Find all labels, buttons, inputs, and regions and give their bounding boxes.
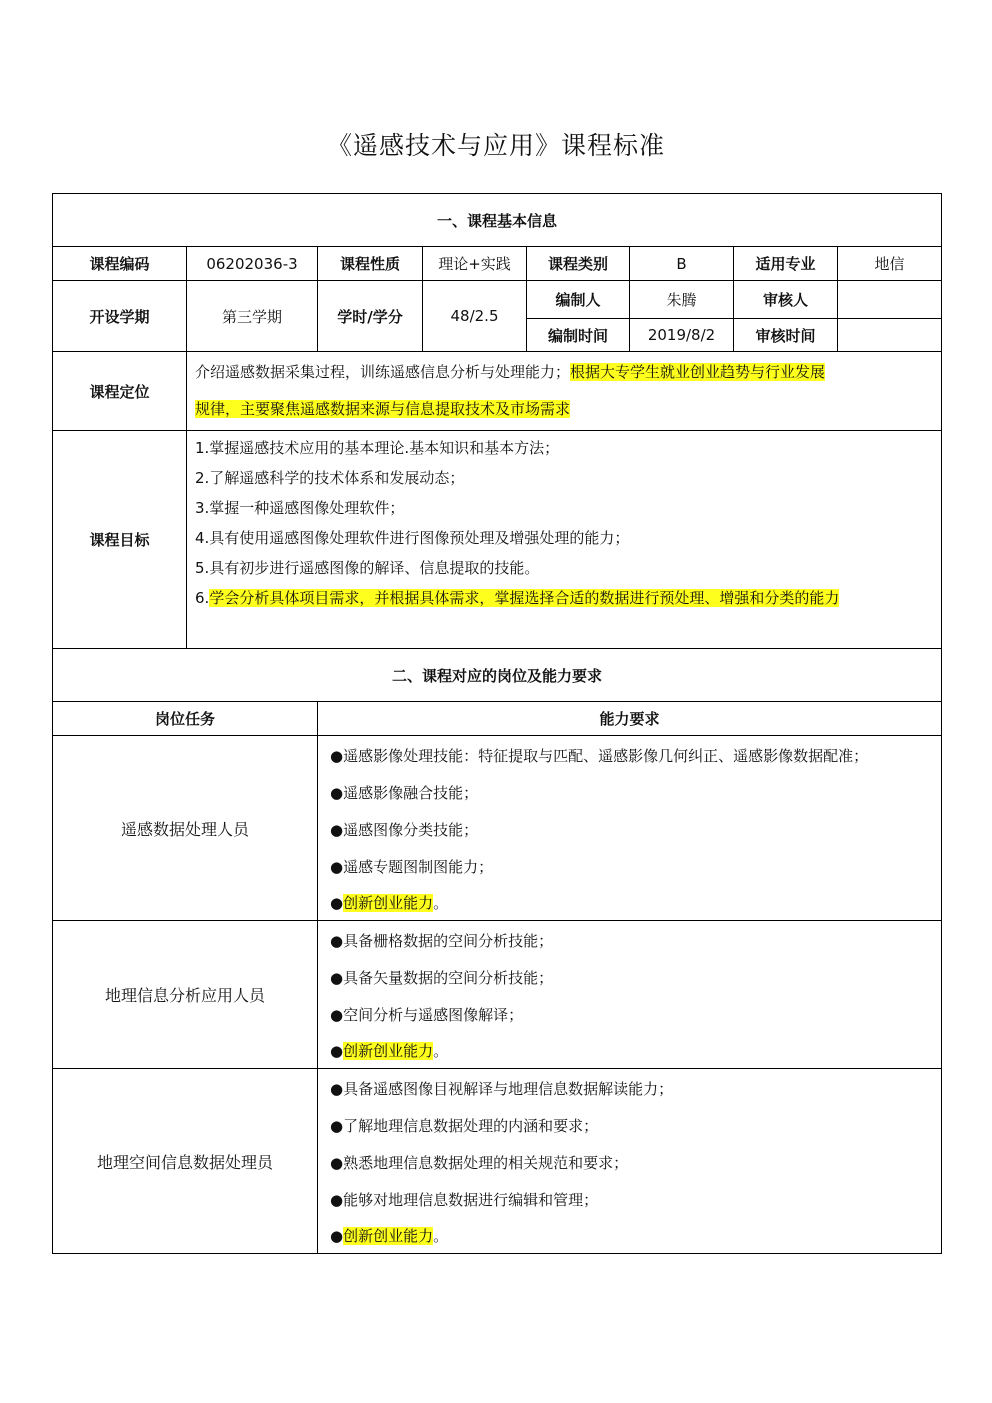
date-label: 编制时间 — [527, 319, 630, 352]
requirement-item: ●遥感图像分类技能； — [330, 821, 479, 839]
course-category-value: B — [630, 247, 734, 281]
goal-item: 5.具有初步进行遥感图像的解译、信息提取的技能。 — [195, 559, 540, 577]
author-value: 朱腾 — [630, 281, 734, 319]
requirement-item: ●具备遥感图像目视解译与地理信息数据解读能力； — [330, 1080, 674, 1098]
job-requirements — [318, 1069, 942, 1254]
section-2-heading: 二、课程对应的岗位及能力要求 — [53, 649, 942, 702]
bullet-icon: ● — [330, 1006, 344, 1024]
bullet-icon: ● — [330, 747, 344, 765]
bullet-icon: ● — [330, 1154, 344, 1172]
bullet-icon: ● — [330, 821, 344, 839]
course-code-label: 课程编码 — [53, 247, 187, 281]
course-nature-label: 课程性质 — [318, 247, 423, 281]
goal-item: 1.掌握遥感技术应用的基本理论.基本知识和基本方法； — [195, 439, 560, 457]
bullet-icon: ● — [330, 1042, 344, 1060]
goal-item: 4.具有使用遥感图像处理软件进行图像预处理及增强处理的能力； — [195, 529, 630, 547]
hours-value: 48/2.5 — [423, 281, 527, 352]
positioning-highlight-1: 根据大专学生就业创业趋势与行业发展 — [570, 363, 826, 381]
requirement-item-innovation: ●创新创业能力。 — [330, 1227, 449, 1245]
positioning-label: 课程定位 — [53, 352, 187, 431]
requirement-item: ●遥感影像处理技能：特征提取与匹配、遥感影像几何纠正、遥感影像数据配准； — [330, 747, 869, 765]
bullet-icon: ● — [330, 1080, 344, 1098]
job-name: 地理空间信息数据处理员 — [53, 1069, 318, 1254]
positioning-highlight-2: 规律，主要聚焦遥感数据来源与信息提取技术及市场需求 — [195, 400, 571, 418]
bullet-icon: ● — [330, 784, 344, 802]
bullet-icon: ● — [330, 1117, 344, 1135]
goal-item: 3.掌握一种遥感图像处理软件； — [195, 499, 405, 517]
course-category-label: 课程类别 — [527, 247, 630, 281]
major-value: 地信 — [838, 247, 942, 281]
review-date-label: 审核时间 — [734, 319, 838, 352]
bullet-icon: ● — [330, 932, 344, 950]
course-code-value: 06202036-3 — [187, 247, 318, 281]
bullet-icon: ● — [330, 969, 344, 987]
jobs-task-header: 岗位任务 — [53, 702, 318, 736]
hours-label: 学时/学分 — [318, 281, 423, 352]
goal-item-6-number: 6. — [195, 589, 210, 607]
author-label: 编制人 — [527, 281, 630, 319]
course-standard-table — [52, 193, 942, 1254]
positioning-plain: 介绍遥感数据采集过程，训练遥感信息分析与处理能力； — [195, 363, 571, 381]
course-nature-value: 理论+实践 — [423, 247, 527, 281]
requirement-item: ●空间分析与遥感图像解译； — [330, 1006, 524, 1024]
reviewer-label: 审核人 — [734, 281, 838, 319]
section-1-heading: 一、课程基本信息 — [53, 194, 942, 247]
bullet-icon: ● — [330, 858, 344, 876]
job-requirements — [318, 921, 942, 1069]
goal-item-6-text: 学会分析具体项目需求，并根据具体需求，掌握选择合适的数据进行预处理、增强和分类的能力 — [209, 589, 840, 607]
requirement-item: ●具备栅格数据的空间分析技能； — [330, 932, 554, 950]
requirement-item: ●遥感专题图制图能力； — [330, 858, 494, 876]
goal-item-6 — [195, 583, 933, 613]
goals-list — [187, 431, 942, 649]
requirement-item-innovation: ●创新创业能力。 — [330, 1042, 449, 1060]
job-name: 地理信息分析应用人员 — [53, 921, 318, 1069]
positioning-text — [187, 352, 942, 431]
requirement-item: ●遥感影像融合技能； — [330, 784, 479, 802]
review-date-value — [838, 319, 942, 352]
bullet-icon: ● — [330, 894, 344, 912]
semester-value: 第三学期 — [187, 281, 318, 352]
job-name: 遥感数据处理人员 — [53, 736, 318, 921]
document-title: 《遥感技术与应用》课程标准 — [326, 131, 665, 160]
semester-label: 开设学期 — [53, 281, 187, 352]
requirement-item: ●熟悉地理信息数据处理的相关规范和要求； — [330, 1154, 629, 1172]
goals-label: 课程目标 — [53, 431, 187, 649]
date-value: 2019/8/2 — [630, 319, 734, 352]
requirement-item-innovation: ●创新创业能力。 — [330, 894, 449, 912]
goal-item: 2.了解遥感科学的技术体系和发展动态； — [195, 469, 465, 487]
reviewer-value — [838, 281, 942, 319]
requirement-item: ●了解地理信息数据处理的内涵和要求； — [330, 1117, 599, 1135]
job-requirements — [318, 736, 942, 921]
bullet-icon: ● — [330, 1227, 344, 1245]
jobs-ability-header: 能力要求 — [318, 702, 942, 736]
major-label: 适用专业 — [734, 247, 838, 281]
requirement-item: ●能够对地理信息数据进行编辑和管理； — [330, 1191, 599, 1209]
bullet-icon: ● — [330, 1191, 344, 1209]
requirement-item: ●具备矢量数据的空间分析技能； — [330, 969, 554, 987]
